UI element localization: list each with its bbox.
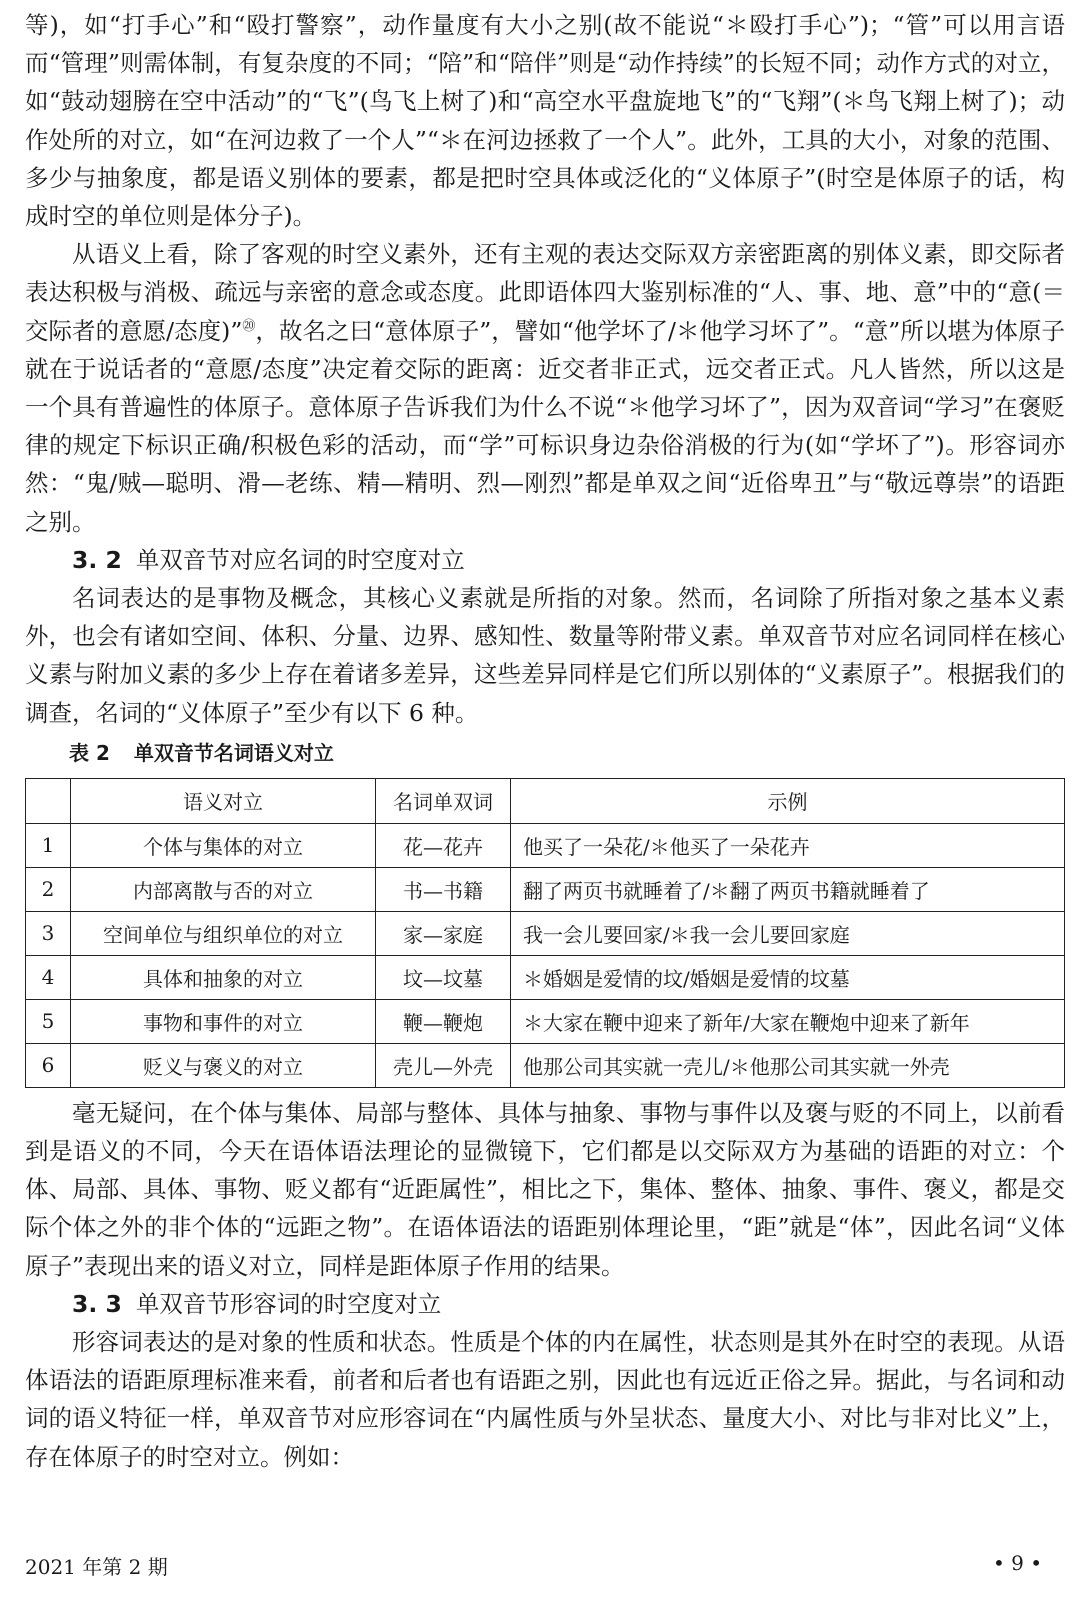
paragraph-5: 形容词表达的是对象的性质和状态。性质是个体的内在属性，状态则是其外在时空的表现。从语体语法的语距原理标准来看，前者和后者也有语距之别，因此也有远近正俗之异。据此，与名词和动词的语义特征一样，单双音节对应形容词在“内属性质与外呈状态、量度大小、对比与非对比义”上，存在体原子的时空对立。例如：	[25, 1328, 1065, 1471]
table-header-row	[26, 778, 1065, 823]
page-number: • 9 •	[992, 1551, 1042, 1575]
paragraph-1: 等)，如“打手心”和“殴打警察”，动作量度有大小之别(故不能说“＊殴打手心”)；“管”可以用言语而“管理”则需体制，有复杂度的不同；“陪”和“陪伴”则是“动作持续”的长短不同；动作方式的对立，如“鼓动翅膀在空中活动”的“飞”(鸟飞上树了)和“高空水平盘旋地飞”的“飞翔”(＊鸟飞翔上树了)；动作处所的对立，如“在河边救了一个人”“＊在河边拯救了一个人”。此外，工具的大小，对象的范围、多少与抽象度，都是语义别体的要素，都是把时空具体或泛化的“义体原子”(时空是体原子的话，构成时空的单位则是体分子)。	[25, 11, 1065, 231]
header-opposition: 语义对立	[71, 778, 376, 823]
row-example: ＊大家在鞭中迎来了新年/大家在鞭炮中迎来了新年	[511, 999, 1065, 1043]
table-caption	[25, 736, 1065, 770]
table-row	[26, 867, 1065, 911]
semantic-opposition-table	[25, 778, 1065, 1088]
row-word-pair: 花—花卉	[376, 823, 511, 867]
table-row	[26, 823, 1065, 867]
header-example: 示例	[511, 778, 1065, 823]
row-example: 翻了两页书就睡着了/＊翻了两页书籍就睡着了	[511, 867, 1065, 911]
table-row	[26, 911, 1065, 955]
header-word-pair: 名词单双词	[376, 778, 511, 823]
row-opposition: 内部离散与否的对立	[71, 867, 376, 911]
section-heading-3-3	[25, 1285, 1065, 1323]
paragraph-2-part-a: 从语义上看，除了客观的时空义素外，还有主观的表达交际双方亲密距离的别体义素，即交际者表达积极与消极、疏远与亲密的意念或态度。此即语体四大鉴别标准的“人、事、地、意”中的“意(＝交际者的意愿/态度)”	[25, 240, 1065, 345]
paragraph-3: 名词表达的是事物及概念，其核心义素就是所指的对象。然而，名词除了所指对象之基本义素外，也会有诸如空间、体积、分量、边界、感知性、数量等附带义素。单双音节对应名词同样在核心义素与附加义素的多少上存在着诸多差异，这些差异同样是它们所以别体的“义素原子”。根据我们的调查，名词的“义体原子”至少有以下 6 种。	[25, 584, 1065, 727]
row-example: 他买了一朵花/＊他买了一朵花卉	[511, 823, 1065, 867]
header-index	[26, 778, 71, 823]
row-word-pair: 壳儿—外壳	[376, 1043, 511, 1087]
section-number: 3. 3	[72, 1289, 122, 1318]
section-title: 单双音节形容词的时空度对立	[135, 1289, 442, 1318]
journal-issue: 2021 年第 2 期	[25, 1555, 168, 1579]
row-example: 他那公司其实就一壳儿/＊他那公司其实就一外壳	[511, 1043, 1065, 1087]
row-opposition: 贬义与褒义的对立	[71, 1043, 376, 1087]
footnote-marker[interactable]: ⑳	[242, 318, 256, 334]
row-example: 我一会儿要回家/＊我一会儿要回家庭	[511, 911, 1065, 955]
row-opposition: 个体与集体的对立	[71, 823, 376, 867]
row-word-pair: 鞭—鞭炮	[376, 999, 511, 1043]
section-number: 3. 2	[72, 545, 122, 574]
paragraph-4: 毫无疑问，在个体与集体、局部与整体、具体与抽象、事物与事件以及褒与贬的不同上，以前看到是语义的不同，今天在语体语法理论的显微镜下，它们都是以交际双方为基础的语距的对立：个体、局部、具体、事物、贬义都有“近距属性”，相比之下，集体、整体、抽象、事件、褒义，都是交际个体之外的非个体的“远距之物”。在语体语法的语距别体理论里，“距”就是“体”，因此名词“义体原子”表现出来的语义对立，同样是距体原子作用的结果。	[25, 1098, 1065, 1280]
row-word-pair: 坟—坟墓	[376, 955, 511, 999]
table-caption-number: 表 2	[69, 740, 110, 765]
section-title: 单双音节对应名词的时空度对立	[135, 545, 465, 574]
row-index: 2	[26, 867, 71, 911]
page-body	[25, 6, 1065, 1476]
row-word-pair: 书—书籍	[376, 867, 511, 911]
row-opposition: 事物和事件的对立	[71, 999, 376, 1043]
table-row	[26, 1043, 1065, 1087]
row-index: 1	[26, 823, 71, 867]
row-index: 3	[26, 911, 71, 955]
section-heading-3-2	[25, 541, 1065, 579]
paragraph-2	[25, 235, 1065, 541]
paragraph-2-part-b: ，故名之曰“意体原子”，譬如“他学坏了/＊他学习坏了”。“意”所以堪为体原子就在于说话者的“意愿/态度”决定着交际的距离：近交者非正式，远交者正式。凡人皆然，所以这是一个具有普遍性的体原子。意体原子告诉我们为什么不说“＊他学习坏了”，因为双音词“学习”在褒贬律的规定下标识正确/积极色彩的活动，而“学”可标识身边杂俗消极的行为(如“学坏了”)。形容词亦然：“鬼/贼—聪明、滑—老练、精—精明、烈—刚烈”都是单双之间“近俗卑丑”与“敬远尊崇”的语距之别。	[25, 316, 1065, 536]
row-word-pair: 家—家庭	[376, 911, 511, 955]
table-row	[26, 999, 1065, 1043]
row-opposition: 空间单位与组织单位的对立	[71, 911, 376, 955]
row-example: ＊婚姻是爱情的坟/婚姻是爱情的坟墓	[511, 955, 1065, 999]
table-caption-text: 单双音节名词语义对立	[133, 740, 334, 765]
row-index: 5	[26, 999, 71, 1043]
table-row	[26, 955, 1065, 999]
row-index: 4	[26, 955, 71, 999]
row-index: 6	[26, 1043, 71, 1087]
row-opposition: 具体和抽象的对立	[71, 955, 376, 999]
